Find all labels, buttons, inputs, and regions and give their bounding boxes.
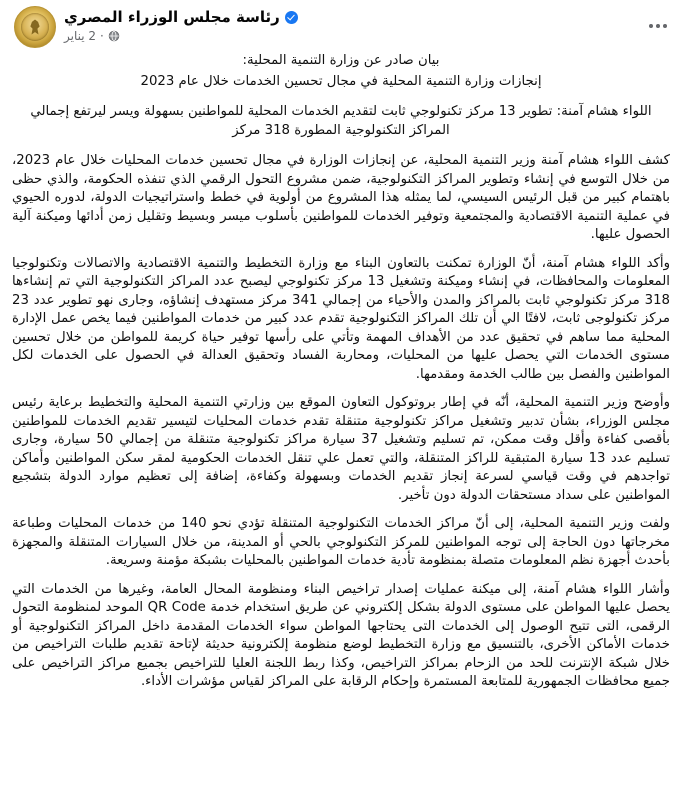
author-meta <box>64 7 298 44</box>
post-author-block <box>14 6 298 48</box>
post-paragraph: كشف اللواء هشام آمنة وزير التنمية المحلية، عن إنجازات الوزارة في مجال تحسين خدمات المحليات خلال عام 2023، من خلال التوسع في إنشاء وتطوير المراكز التكنولوجية، ضمن مشروع التحول الرقمي الذي تنفذه الحكومة، والذي حظى باهتمام كبير من قبل الرئيس السيسي، لما يمثله هذا المشروع من أولوية في خطط واستراتيجيات الدولة، لدوره الحيوي في عملية التنمية الاقتصادية والمجتمعية وتوفير الخدمات للمواطنين بأسلوب ميسر وبسيط وتقليل زمن أدائها وميكنة آلية الحصول عليها. <box>12 153 670 242</box>
verified-badge-icon <box>285 11 298 24</box>
post-paragraph: ولفت وزير التنمية المحلية، إلى أنّ مراكز الخدمات التكنولوجية المتنقلة تؤدي نحو 140 من خدمات المحليات وطباعة مخرجاتها دون الحاجة إلى توجه المواطنين للمركز التكنولوجي بالحي أو المدينة، من خلال السيارات المتنقلة والمجهزة بأحدث أجهزة نظم المعلومات متصلة بمنظومة تأدية خدمات المواطنين بالمحليات بشبكة مؤمنة وسريعة. <box>12 516 670 568</box>
more-dot <box>649 24 653 28</box>
post-header <box>0 0 682 52</box>
avatar[interactable] <box>14 6 56 48</box>
more-dot <box>663 24 667 28</box>
post-date[interactable]: 2 يناير <box>64 29 97 43</box>
post-headline-1: بيان صادر عن وزارة التنمية المحلية: <box>242 53 440 68</box>
page-name[interactable]: رئاسة مجلس الوزراء المصري <box>64 8 280 26</box>
post-meta-row <box>64 28 120 44</box>
globe-icon[interactable] <box>108 30 120 42</box>
post-body <box>0 52 682 692</box>
post-lead: اللواء هشام آمنة: تطوير 13 مركز تكنولوجي ثابت لتقديم الخدمات المحلية للمواطنين بسهولة ويسر ليرتفع إجمالي المراكز التكنولوجية المطورة 318 مركز <box>30 104 652 138</box>
post-paragraph: وأوضح وزير التنمية المحلية، أنّه في إطار بروتوكول التعاون الموقع بين وزارتي التنمية المحلية والتخطيط برعاية رئيس مجلس الوزراء، بشأن تدبير وتشغيل مراكز تكنولوجية متنقلة تقدم خدمات المحليات لتيسير تقديم الخدمات للمواطنين بأقصى كفاءة وأقل وقت ممكن، تم تسليم وتشغيل 37 سيارة مراكز تكنولوجية متنقلة من إجمالي 50 سيارة، وجارى تسليم عدد 13 سيارة المتبقية للراكز المتنقلة، والتي تعمل علي تنقل الخدمات الحكومية لمقر سكن المواطنين وأماكن تواجدهم في وقت قياسي لسرعة إنجاز تقديم الخدمات وبسهولة وكفاءة، إضافة إلى تعظيم موارد الدولة بتشجيع المواطنين على سداد مستحقات الدولة دون تأخير. <box>12 395 670 503</box>
post-paragraph: وأشار اللواء هشام آمنة، إلى ميكنة عمليات إصدار تراخيص البناء ومنظومة المحال العامة، وغيرها من الخدمات التي يحصل عليها المواطن على مستوى الدولة بشكل إلكتروني عن طريق استخدام خدمة QR Code الموحد لمنظومة التحول الرقمى، التى تتيح الوصول إلى الخدمات التى يحتاجها المواطن سواء الخدمات المقدمة داخل المراكز التكنولوجية أو خدمات الأماكن الأخرى، بالتنسيق مع وزارة التخطيط لوضع منظومة إلكترونية حديثة لإتاحة تقديم طلبات التراخيص من خلال شبكة الإنترنت للحد من الزحام بمراكز التراخيص، وكذا ربط اللجنة العليا للتراخيص بجميع مراكز التراخيص على جميع محافظات الجمهورية للمتابعة المستمرة وإحكام الرقابة على المراكز لقياس مؤشرات الأداء. <box>12 581 670 689</box>
meta-separator: · <box>100 29 104 43</box>
post-options-button[interactable] <box>642 10 674 42</box>
more-dot <box>656 24 660 28</box>
author-name-row <box>64 7 298 27</box>
post-headline-2: إنجازات وزارة التنمية المحلية في مجال تحسين الخدمات خلال عام 2023 <box>140 73 542 89</box>
post-paragraph: وأكد اللواء هشام آمنة، أنّ الوزارة تمكنت بالتعاون البناء مع وزارة التخطيط والتنمية الاقتصادية والاتصالات وتكنولوجيا المعلومات والمحافظات، في إنشاء وميكنة وتشغيل 13 مركز تكنولوجي ليصبح عدد المراكز التكنولوجية التي تم إنشاءها 318 مركز تكنولوجي ثابت بالمراكز والمدن والأحياء من إجمالي 341 مركز مستهدف إنشاؤه، وجارى نهو تطوير عدد 23 مركز تكنولوجى ثابت، لافتًا الي أن تلك المراكز التكنولوجية تقدم عدد كبير من خدمات المواطنين فيما يخص عمل الإدارة المحلية مما ساهم في تحقيق عدد من الأهداف المهمة وتأتي على رأسها توفير حياة كريمة للمواطن من خلال تحسين مستوى الخدمات التي يحصل عليها من المحليات، ومحاربة الفساد وتحقيق العدالة في الحصول على الخدمات لكل المواطنين والفصل بين طالب الخدمة ومقدمها. <box>12 255 670 382</box>
